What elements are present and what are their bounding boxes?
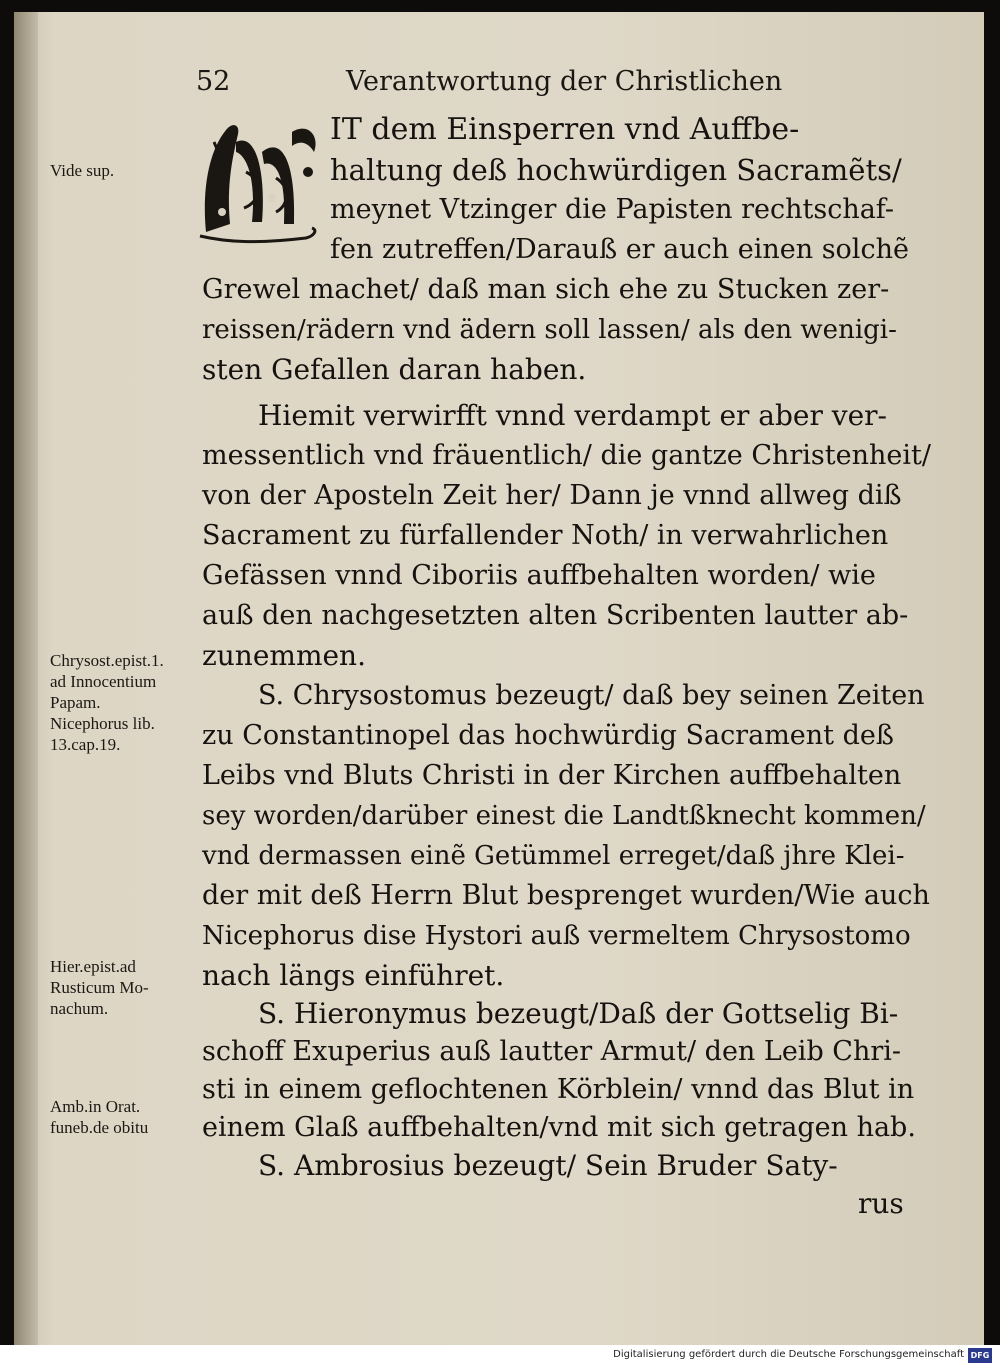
- funding-credit: Digitalisierung gefördert durch die Deutsche Forschungsgemeinschaft: [613, 1349, 964, 1360]
- page-number: 52: [196, 66, 231, 97]
- text-line: zu Constantinopel das hochwürdig Sacrament deß: [202, 720, 894, 751]
- text-line: S. Hieronymus bezeugt/Daß der Gottselig Bi-: [258, 997, 899, 1030]
- initial-letter: M: [202, 240, 204, 241]
- digitization-footer: [0, 1345, 1000, 1367]
- marginal-note-line: Hier.epist.ad: [50, 957, 136, 976]
- marginal-note: [50, 650, 164, 755]
- text-line: Gefässen vnnd Ciboriis auffbehalten worden/ wie: [202, 560, 876, 591]
- text-line: sten Gefallen daran haben.: [202, 353, 587, 386]
- text-line: schoff Exuperius auß lautter Armut/ den Leib Chri-: [202, 1036, 902, 1067]
- text-line: sey worden/darüber einest die Landtßknecht kommen/: [202, 801, 926, 831]
- running-title: Verantwortung der Christlichen: [346, 66, 783, 97]
- text-line: zunemmen.: [202, 639, 366, 672]
- text-line: Nicephorus dise Hystori auß vermeltem Chrysostomo: [202, 921, 911, 951]
- marginal-note-line: funeb.de obitu: [50, 1118, 149, 1137]
- text-line: Sacrament zu fürfallender Noth/ in verwahrlichen: [202, 520, 889, 551]
- text-line: auß den nachgesetzten alten Scribenten lautter ab-: [202, 600, 909, 631]
- text-line: Hiemit verwirfft vnnd verdampt er aber ver-: [258, 399, 888, 432]
- marginal-note-line: ad Innocentium: [50, 672, 157, 691]
- marginal-note-line: Rusticum Mo-: [50, 978, 149, 997]
- page-gutter: [14, 12, 38, 1345]
- marginal-note-line: Chrysost.epist.1.: [50, 651, 164, 670]
- text-line: IT dem Einsperren vnd Auffbe-: [330, 112, 800, 147]
- catchword: rus: [858, 1187, 904, 1220]
- marginal-note: [50, 956, 149, 1019]
- text-line: fen zutreffen/Darauß er auch einen solchẽ: [330, 234, 909, 265]
- text-line: haltung deß hochwürdigen Sacramẽts/: [330, 153, 902, 187]
- marginal-note: [50, 1096, 148, 1138]
- marginal-note: [50, 160, 114, 181]
- marginal-note-line: nachum.: [50, 999, 109, 1018]
- text-line: Leibs vnd Bluts Christi in der Kirchen auffbehalten: [202, 760, 902, 791]
- marginal-note-line: Papam.: [50, 693, 101, 712]
- text-line: reissen/rädern vnd ädern soll lassen/ als den wenigi-: [202, 315, 897, 345]
- running-head: [196, 66, 896, 106]
- decorated-initial-m: [196, 112, 326, 248]
- text-line: Grewel machet/ daß man sich ehe zu Stucken zer-: [202, 274, 890, 305]
- text-line: von der Aposteln Zeit her/ Dann je vnnd allweg diß: [202, 480, 902, 511]
- marginal-note-line: 13.cap.19.: [50, 735, 121, 754]
- text-line: messentlich vnd fräuentlich/ die gantze Christenheit/: [202, 440, 931, 471]
- text-line: vnd dermassen einẽ Getümmel erreget/daß jhre Klei-: [202, 841, 905, 871]
- dfg-logo: DFG: [968, 1348, 992, 1363]
- marginal-note-line: Amb.in Orat.: [50, 1097, 141, 1116]
- text-line: einem Glaß auffbehalten/vnd mit sich getragen hab.: [202, 1112, 916, 1143]
- text-line: der mit deß Herrn Blut besprenget wurden/Wie auch: [202, 880, 930, 911]
- text-line: nach längs einführet.: [202, 959, 505, 992]
- marginal-note-line: Vide sup.: [50, 161, 115, 180]
- marginal-note-line: Nicephorus lib.: [50, 714, 155, 733]
- text-line: sti in einem geflochtenen Körblein/ vnnd das Blut in: [202, 1074, 915, 1105]
- text-line: S. Chrysostomus bezeugt/ daß bey seinen Zeiten: [258, 680, 925, 711]
- text-line: meynet Vtzinger die Papisten rechtschaf-: [330, 194, 894, 225]
- text-line: S. Ambrosius bezeugt/ Sein Bruder Saty-: [258, 1149, 838, 1182]
